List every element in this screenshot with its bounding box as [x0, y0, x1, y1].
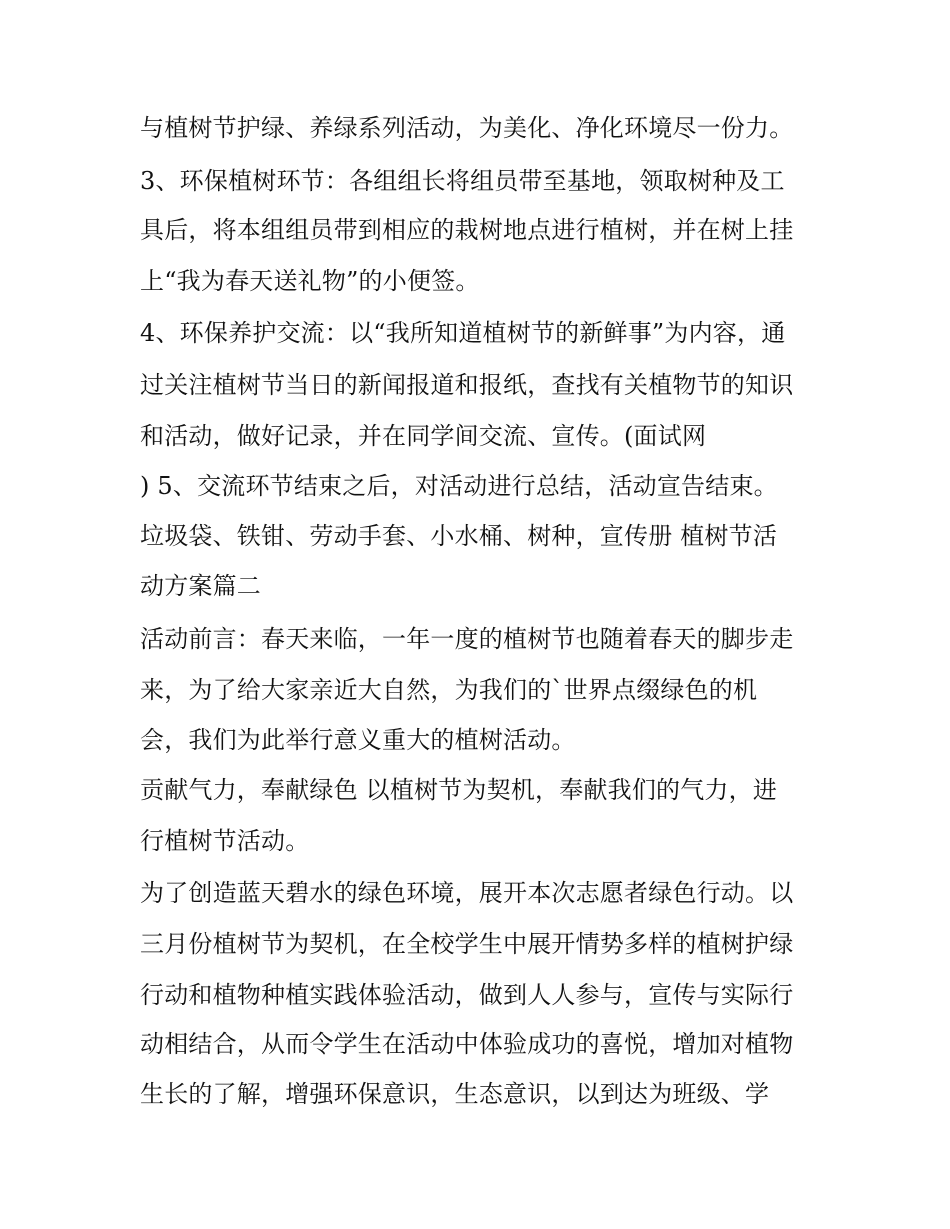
text-line: 动相结合，从而令学生在活动中体验成功的喜悦，增加对植物 — [140, 1030, 794, 1058]
text-line: 行植树节活动。 — [140, 827, 310, 855]
text-line: 动方案篇二 — [140, 572, 261, 600]
text-line: 和活动，做好记录，并在同学间交流、宣传。(面试网 — [140, 422, 707, 450]
text-line: 垃圾袋、铁钳、劳动手套、小水桶、树种，宣传册 植树节活 — [140, 522, 778, 550]
text-line: 为了创造蓝天碧水的绿色环境，展开本次志愿者绿色行动。以 — [140, 879, 794, 907]
text-line: 活动前言：春天来临，一年一度的植树节也随着春天的脚步走 — [140, 625, 794, 653]
text-line: 会，我们为此举行意义重大的植树活动。 — [140, 726, 576, 754]
text-line: ) 5、交流环节结束之后，对活动进行总结，活动宣告结束。 — [140, 472, 778, 500]
text-line: 3、环保植树环节：各组组长将组员带至基地，领取树种及工 — [140, 167, 785, 195]
text-line: 行动和植物种植实践体验活动，做到人人参与，宣传与实际行 — [140, 981, 794, 1009]
text-line: 过关注植树节当日的新闻报道和报纸，查找有关植物节的知识 — [140, 371, 794, 399]
text-line: 与植树节护绿、养绿系列活动，为美化、净化环境尽一份力。 — [140, 114, 794, 142]
text-line: 上“我为春天送礼物”的小便签。 — [140, 267, 480, 295]
text-line: 4、环保养护交流：以“我所知道植树节的新鲜事”为内容，通 — [140, 319, 786, 347]
text-line: 生长的了解，增强环保意识，生态意识，以到达为班级、学 — [140, 1080, 770, 1108]
text-line: 贡献气力，奉献绿色 以植树节为契机，奉献我们的气力，进 — [140, 776, 778, 804]
text-line: 来，为了给大家亲近大自然，为我们的`世界点缀绿色的机 — [140, 676, 758, 704]
text-line: 三月份植树节为契机，在全校学生中展开情势多样的植树护绿 — [140, 930, 794, 958]
text-line: 具后，将本组组员带到相应的栽树地点进行植树，并在树上挂 — [140, 216, 794, 244]
